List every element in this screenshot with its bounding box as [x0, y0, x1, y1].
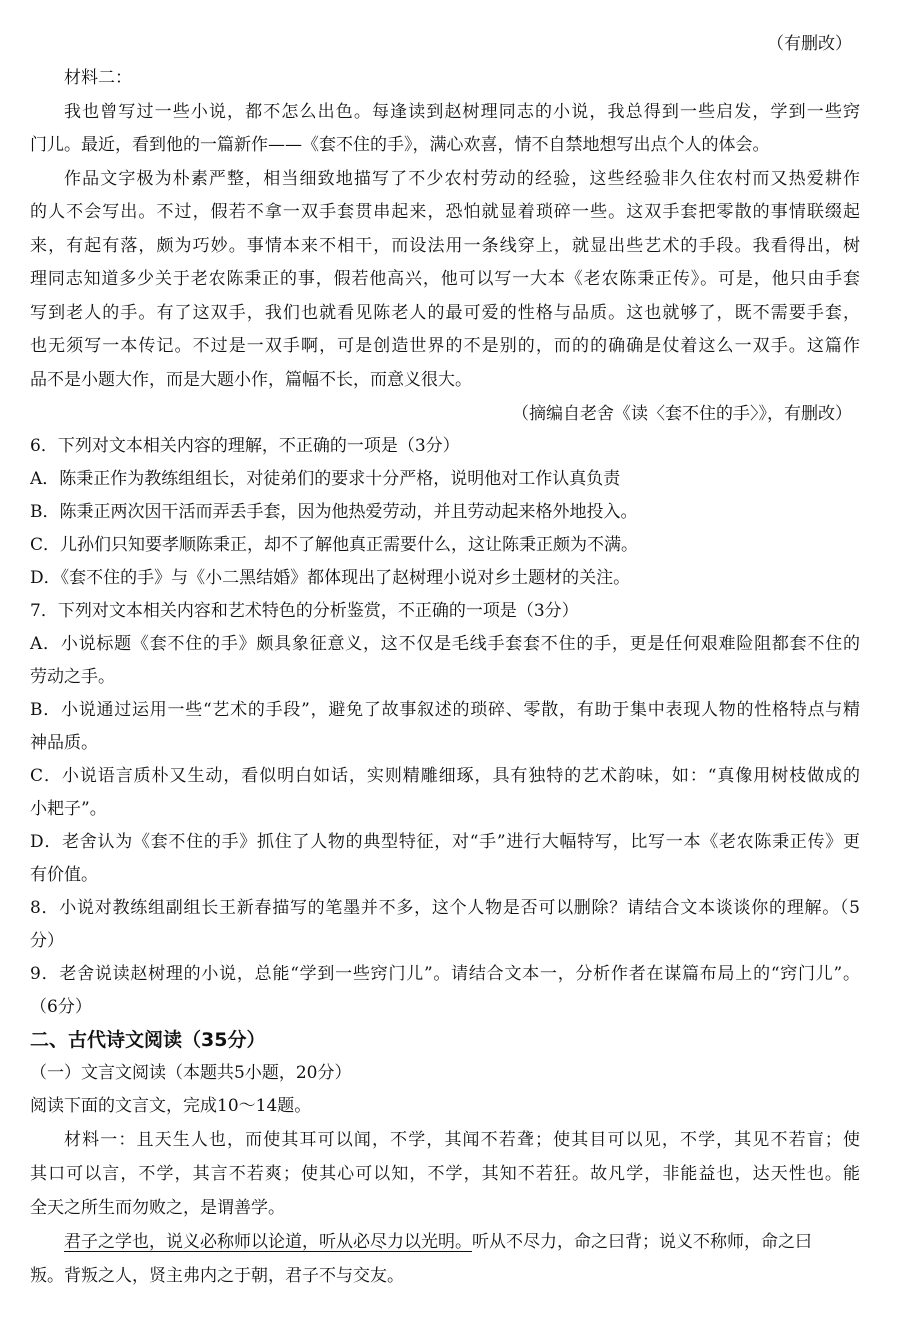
- q6-option-a: A．陈秉正作为教练组组长，对徒弟们的要求十分严格，说明他对工作认真负责: [30, 469, 621, 489]
- paragraph-line: 写到老人的手。有了这双手，我们也就看见陈老人的最可爱的性格与品质。这也就够了，既不需要手套，: [30, 303, 860, 323]
- q6-option-d: D．《套不住的手》与《小二黑结婚》都体现出了赵树理小说对乡土题材的关注。: [30, 568, 631, 588]
- q9-stem-cont: （6分）: [30, 997, 92, 1017]
- q7-option-a: A．小说标题《套不住的手》颇具象征意义，这不仅是毛线手套套不住的手，更是任何艰难险阻都套不住的: [30, 634, 860, 654]
- material2-heading: 材料二：: [64, 68, 132, 88]
- q7-option-a-cont: 劳动之手。: [30, 667, 115, 687]
- paragraph-line: 我也曾写过一些小说，都不怎么出色。每逢读到赵树理同志的小说，我总得到一些启发，学到一些窍: [64, 102, 860, 122]
- paragraph-line: 也无须写一本传记。不过是一双手啊，可是创造世界的不是别的，而的的确确是仗着这么一双手。这篇作: [30, 336, 860, 356]
- q8-stem-cont: 分）: [30, 931, 64, 951]
- sentence-rest: 听从不尽力，命之曰背；说义不称师，命之曰: [472, 1232, 812, 1252]
- classical-text-line: 材料一：且天生人也，而使其耳可以闻，不学，其闻不若聋；使其目可以见，不学，其见不若盲；使: [64, 1130, 860, 1150]
- q7-option-b: B．小说通过运用一些“艺术的手段”，避免了故事叙述的琐碎、零散，有助于集中表现人物的性格特点与精: [30, 700, 860, 720]
- q7-option-d: D．老舍认为《套不住的手》抓住了人物的典型特征，对“手”进行大幅特写，比写一本《老农陈秉正传》更: [30, 832, 860, 852]
- section-title: 二、古代诗文阅读（35分）: [30, 1029, 266, 1051]
- paragraph-line: 门儿。最近，看到他的一篇新作——《套不住的手》，满心欢喜，情不自禁地想写出点个人的体会。: [30, 135, 770, 155]
- classical-text-line: 全天之所生而勿败之，是谓善学。: [30, 1198, 285, 1218]
- q7-option-b-cont: 神品质。: [30, 733, 98, 753]
- q7-option-d-cont: 有价值。: [30, 865, 98, 885]
- paragraph-line: 理同志知道多少关于老农陈秉正的事，假若他高兴，他可以写一大本《老农陈秉正传》。可是，他只由手套: [30, 269, 860, 289]
- q9-stem: 9．老舍说读赵树理的小说，总能“学到一些窍门儿”。请结合文本一，分析作者在谋篇布局上的“窍门儿”。: [30, 964, 860, 984]
- instruction: 阅读下面的文言文，完成10～14题。: [30, 1096, 312, 1116]
- q7-option-c: C．小说语言质朴又生动，看似明白如话，实则精雕细琢，具有独特的艺术韵味，如：“真像用树枝做成的: [30, 766, 860, 786]
- classical-text-line: [64, 1232, 812, 1252]
- paragraph-line: 来，有起有落，颇为巧妙。事情本来不相干，而设法用一条线穿上，就显出些艺术的手段。我看得出，树: [30, 236, 860, 256]
- subsection-title: （一）文言文阅读（本题共5小题，20分）: [30, 1063, 352, 1083]
- q6-option-b: B．陈秉正两次因干活而弄丢手套，因为他热爱劳动，并且劳动起来格外地投入。: [30, 502, 638, 522]
- paragraph-line: 作品文字极为朴素严整，相当细致地描写了不少农村劳动的经验，这些经验非久住农村而又热爱耕作: [64, 169, 860, 189]
- q6-option-c: C．儿孙们只知要孝顺陈秉正，却不了解他真正需要什么，这让陈秉正颇为不满。: [30, 535, 639, 555]
- q7-option-c-cont: 小耙子”。: [30, 799, 107, 819]
- q8-stem: 8．小说对教练组副组长王新春描写的笔墨并不多，这个人物是否可以删除？请结合文本谈谈你的理解。（5: [30, 898, 860, 918]
- paragraph-line: 的人不会写出。不过，假若不拿一双手套贯串起来，恐怕就显着琐碎一些。这双手套把零散的事情联缀起: [30, 202, 860, 222]
- paragraph-line: 品不是小题大作，而是大题小作，篇幅不长，而意义很大。: [30, 370, 472, 390]
- material1-source: （有删改）: [767, 34, 852, 54]
- underlined-sentence: 君子之学也，说义必称师以论道，听从必尽力以光明。: [64, 1232, 472, 1252]
- q7-stem: 7．下列对文本相关内容和艺术特色的分析鉴赏，不正确的一项是（3分）: [30, 601, 579, 621]
- q6-stem: 6．下列对文本相关内容的理解，不正确的一项是（3分）: [30, 436, 460, 456]
- material2-source: （摘编自老舍《读〈套不住的手〉》，有删改）: [512, 404, 852, 424]
- classical-text-line: 其口可以言，不学，其言不若爽；使其心可以知，不学，其知不若狂。故凡学，非能益也，达天性也。能: [30, 1164, 860, 1184]
- classical-text-line: 叛。背叛之人，贤主弗内之于朝，君子不与交友。: [30, 1266, 404, 1286]
